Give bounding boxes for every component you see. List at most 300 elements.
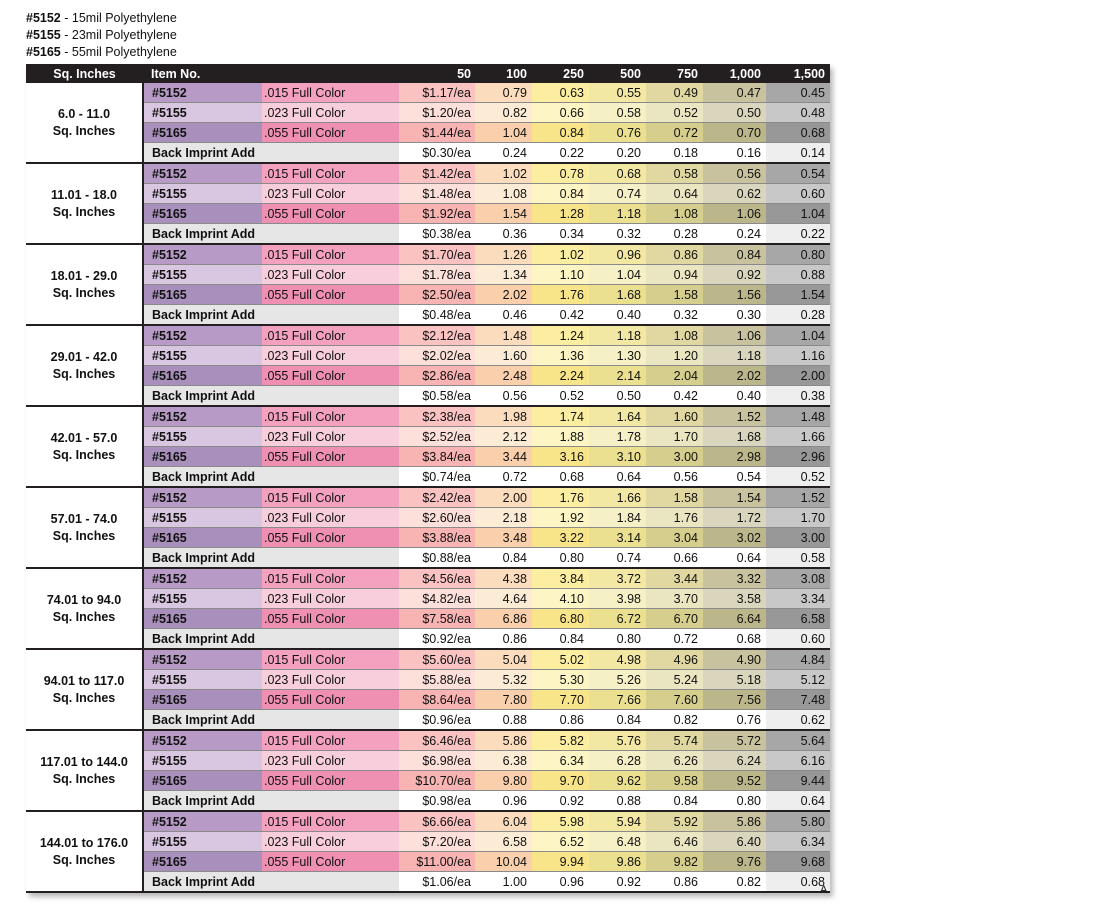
table-row [26,568,830,589]
item-description: .015 Full Color [262,649,399,670]
back-imprint-label: Back Imprint Add [143,548,399,569]
price-cell: 9.58 [646,771,703,791]
price-cell: $4.82/ea [399,589,475,609]
legend-text: - 23mil Polyethylene [60,28,177,42]
item-description: .023 Full Color [262,184,399,204]
price-cell: $0.58/ea [399,386,475,407]
price-cell: 1.68 [703,427,766,447]
sq-range-label: 94.01 to 117.0 [43,673,125,688]
price-cell: 0.64 [646,184,703,204]
price-cell: 3.32 [703,568,766,589]
legend-code: #5152 [26,11,61,25]
back-imprint-label: Back Imprint Add [143,710,399,731]
price-cell: 0.46 [475,305,532,326]
price-cell: 1.66 [766,427,830,447]
price-cell: 0.84 [475,548,532,569]
item-number: #5165 [143,528,262,548]
table-row [26,730,830,751]
price-cell: 9.62 [589,771,646,791]
price-cell: 0.84 [532,123,589,143]
price-cell: 0.30 [703,305,766,326]
price-cell: 5.92 [646,811,703,832]
price-cell: 0.92 [532,791,589,812]
price-cell: 0.62 [766,710,830,731]
price-cell: 6.34 [532,751,589,771]
product-legend [26,10,177,61]
table-row [26,346,830,366]
price-cell: 1.08 [646,325,703,346]
price-cell: 0.96 [475,791,532,812]
price-cell: 0.96 [532,872,589,893]
price-cell: 5.02 [532,649,589,670]
price-cell: 6.16 [766,751,830,771]
price-cell: 7.48 [766,690,830,710]
price-cell: 6.72 [589,609,646,629]
item-description: .055 Full Color [262,852,399,872]
price-cell: $0.48/ea [399,305,475,326]
price-cell: 1.76 [532,487,589,508]
item-number: #5155 [143,508,262,528]
price-cell: 4.10 [532,589,589,609]
sq-unit-label: Sq. Inches [52,609,116,624]
price-cell: 0.96 [589,244,646,265]
price-cell: 1.66 [589,487,646,508]
sq-range-label: 74.01 to 94.0 [46,592,122,607]
price-cell: 6.28 [589,751,646,771]
item-description: .055 Full Color [262,204,399,224]
table-row [26,103,830,123]
price-cell: 2.96 [766,447,830,467]
price-cell: 9.86 [589,852,646,872]
table-row [26,487,830,508]
price-cell: 9.94 [532,852,589,872]
price-cell: 0.60 [766,629,830,650]
item-description: .055 Full Color [262,447,399,467]
price-cell: 0.72 [646,123,703,143]
sq-inch-range-cell [26,325,143,406]
price-cell: 1.70 [766,508,830,528]
table-row [26,204,830,224]
table-row [26,771,830,791]
item-number: #5155 [143,103,262,123]
item-number: #5155 [143,265,262,285]
back-imprint-label: Back Imprint Add [143,386,399,407]
price-cell: 1.04 [589,265,646,285]
sq-range-label: 57.01 - 74.0 [50,511,118,526]
price-cell: 6.52 [532,832,589,852]
price-cell: 1.04 [766,204,830,224]
price-cell: 1.54 [703,487,766,508]
back-imprint-row [26,224,830,245]
price-cell: 3.84 [532,568,589,589]
price-cell: 6.40 [703,832,766,852]
price-cell: $1.06/ea [399,872,475,893]
table-row [26,366,830,386]
price-cell: 10.04 [475,852,532,872]
price-cell: 1.20 [646,346,703,366]
price-cell: 5.86 [703,811,766,832]
sq-unit-label: Sq. Inches [52,528,116,543]
price-cell: 3.08 [766,568,830,589]
price-cell: $3.88/ea [399,528,475,548]
legend-text: - 55mil Polyethylene [60,45,177,59]
sq-range-label: 11.01 - 18.0 [50,187,118,202]
price-cell: 6.46 [646,832,703,852]
item-number: #5155 [143,589,262,609]
price-cell: 0.52 [532,386,589,407]
price-cell: 0.28 [766,305,830,326]
price-cell: $0.38/ea [399,224,475,245]
table-row [26,123,830,143]
price-cell: 6.58 [766,609,830,629]
back-imprint-row [26,710,830,731]
back-imprint-label: Back Imprint Add [143,305,399,326]
price-cell: $2.38/ea [399,406,475,427]
item-number: #5165 [143,852,262,872]
price-cell: 0.84 [703,244,766,265]
item-description: .023 Full Color [262,265,399,285]
price-cell: 0.52 [646,103,703,123]
price-cell: 1.54 [475,204,532,224]
item-number: #5165 [143,609,262,629]
price-cell: 1.10 [532,265,589,285]
price-cell: 3.22 [532,528,589,548]
price-cell: $7.58/ea [399,609,475,629]
price-cell: 0.48 [766,103,830,123]
price-cell: 1.54 [766,285,830,305]
price-cell: 0.56 [703,163,766,184]
price-cell: 5.18 [703,670,766,690]
price-cell: 6.26 [646,751,703,771]
price-cell: 6.04 [475,811,532,832]
price-cell: 0.66 [532,103,589,123]
item-number: #5165 [143,690,262,710]
price-cell: 3.10 [589,447,646,467]
price-cell: 1.02 [532,244,589,265]
price-cell: 0.72 [646,629,703,650]
price-cell: $1.48/ea [399,184,475,204]
price-cell: 4.98 [589,649,646,670]
header-qty-100: 100 [475,64,532,83]
legend-line [26,27,177,44]
table-row [26,83,830,103]
price-cell: $1.42/ea [399,163,475,184]
price-cell: 1.02 [475,163,532,184]
price-cell: 0.80 [766,244,830,265]
price-cell: 9.52 [703,771,766,791]
price-cell: 2.48 [475,366,532,386]
sq-inch-range-cell [26,163,143,244]
price-cell: $0.30/ea [399,143,475,164]
price-cell: 1.72 [703,508,766,528]
item-number: #5155 [143,670,262,690]
back-imprint-row [26,791,830,812]
price-cell: $1.78/ea [399,265,475,285]
price-cell: $6.46/ea [399,730,475,751]
price-cell: $1.17/ea [399,83,475,103]
item-description: .023 Full Color [262,670,399,690]
price-cell: 0.92 [703,265,766,285]
price-cell: 1.36 [532,346,589,366]
table-row [26,285,830,305]
price-cell: 0.88 [589,791,646,812]
price-cell: 3.70 [646,589,703,609]
table-row [26,528,830,548]
table-row [26,751,830,771]
price-cell: 7.80 [475,690,532,710]
header-row [26,64,830,83]
item-number: #5152 [143,406,262,427]
item-description: .023 Full Color [262,427,399,447]
price-cell: $5.60/ea [399,649,475,670]
price-cell: $2.52/ea [399,427,475,447]
item-description: .015 Full Color [262,244,399,265]
price-cell: 5.74 [646,730,703,751]
price-cell: 0.88 [475,710,532,731]
sq-inch-range-cell [26,649,143,730]
price-cell: 9.80 [475,771,532,791]
price-cell: $10.70/ea [399,771,475,791]
item-number: #5152 [143,649,262,670]
item-number: #5152 [143,487,262,508]
table-row [26,690,830,710]
price-cell: $0.92/ea [399,629,475,650]
price-cell: 9.44 [766,771,830,791]
price-cell: 0.84 [532,184,589,204]
price-cell: $7.20/ea [399,832,475,852]
price-cell: 7.60 [646,690,703,710]
sq-range-label: 117.01 to 144.0 [40,754,128,769]
price-cell: 1.30 [589,346,646,366]
price-cell: 1.76 [532,285,589,305]
price-cell: 0.82 [475,103,532,123]
price-cell: 0.54 [766,163,830,184]
price-cell: 5.98 [532,811,589,832]
price-cell: 0.56 [646,467,703,488]
price-cell: 0.28 [646,224,703,245]
price-cell: 3.34 [766,589,830,609]
price-cell: $1.44/ea [399,123,475,143]
price-cell: 1.52 [703,406,766,427]
item-number: #5165 [143,204,262,224]
item-number: #5155 [143,832,262,852]
price-cell: 0.49 [646,83,703,103]
item-description: .055 Full Color [262,285,399,305]
price-cell: 6.34 [766,832,830,852]
price-cell: 0.22 [532,143,589,164]
item-number: #5152 [143,568,262,589]
item-number: #5152 [143,811,262,832]
price-cell: 0.38 [766,386,830,407]
item-number: #5155 [143,184,262,204]
back-imprint-label: Back Imprint Add [143,791,399,812]
price-cell: 0.32 [646,305,703,326]
price-cell: 3.00 [766,528,830,548]
price-cell: $0.88/ea [399,548,475,569]
price-cell: 1.26 [475,244,532,265]
price-cell: 0.74 [589,184,646,204]
price-cell: $6.98/ea [399,751,475,771]
price-cell: 1.92 [532,508,589,528]
price-cell: 5.04 [475,649,532,670]
price-cell: $5.88/ea [399,670,475,690]
price-cell: 0.24 [475,143,532,164]
price-cell: 4.38 [475,568,532,589]
price-cell: 2.12 [475,427,532,447]
legend-text: - 15mil Polyethylene [60,11,177,25]
price-cell: 1.60 [475,346,532,366]
price-cell: 9.76 [703,852,766,872]
price-cell: 3.72 [589,568,646,589]
price-cell: 0.68 [766,123,830,143]
item-number: #5152 [143,163,262,184]
sq-inch-range-cell [26,83,143,163]
price-cell: 0.40 [703,386,766,407]
price-cell: $8.64/ea [399,690,475,710]
price-cell: 2.02 [475,285,532,305]
price-cell: 1.06 [703,204,766,224]
sq-unit-label: Sq. Inches [52,771,116,786]
header-qty-50: 50 [399,64,475,83]
price-cell: 5.72 [703,730,766,751]
price-cell: 1.04 [766,325,830,346]
price-cell: 1.24 [532,325,589,346]
price-cell: 0.68 [532,467,589,488]
table-row [26,811,830,832]
price-cell: 0.76 [589,123,646,143]
table-row [26,852,830,872]
price-cell: 0.68 [703,629,766,650]
item-description: .055 Full Color [262,690,399,710]
back-imprint-row [26,386,830,407]
item-number: #5165 [143,771,262,791]
price-cell: 5.12 [766,670,830,690]
price-cell: $2.50/ea [399,285,475,305]
item-description: .023 Full Color [262,832,399,852]
price-cell: 0.60 [766,184,830,204]
price-cell: 1.56 [703,285,766,305]
price-cell: 4.96 [646,649,703,670]
price-cell: 5.94 [589,811,646,832]
sq-unit-label: Sq. Inches [52,852,116,867]
header-qty-500: 500 [589,64,646,83]
price-cell: 5.86 [475,730,532,751]
item-description: .015 Full Color [262,568,399,589]
table-row [26,427,830,447]
price-cell: 5.76 [589,730,646,751]
header-item-no: Item No. [143,64,399,83]
item-description: .023 Full Color [262,346,399,366]
price-cell: 1.60 [646,406,703,427]
price-cell: 5.80 [766,811,830,832]
sq-inch-range-cell [26,568,143,649]
header-qty-750: 750 [646,64,703,83]
table-row [26,508,830,528]
item-number: #5165 [143,366,262,386]
price-cell: 9.82 [646,852,703,872]
price-cell: 0.82 [703,872,766,893]
price-cell: 6.58 [475,832,532,852]
price-cell: 1.58 [646,285,703,305]
table-row [26,609,830,629]
price-cell: $2.42/ea [399,487,475,508]
item-description: .015 Full Color [262,83,399,103]
price-cell: 4.90 [703,649,766,670]
price-cell: 3.58 [703,589,766,609]
item-number: #5155 [143,751,262,771]
item-description: .015 Full Color [262,730,399,751]
item-number: #5152 [143,325,262,346]
table-row [26,184,830,204]
price-cell: 4.64 [475,589,532,609]
table-row [26,447,830,467]
back-imprint-row [26,143,830,164]
price-cell: 0.94 [646,265,703,285]
item-number: #5165 [143,123,262,143]
sq-inch-range-cell [26,811,143,892]
price-cell: 0.63 [532,83,589,103]
price-cell: 1.48 [475,325,532,346]
price-cell: 0.36 [475,224,532,245]
table-row [26,589,830,609]
sq-range-label: 18.01 - 29.0 [50,268,118,283]
price-cell: 0.58 [766,548,830,569]
item-number: #5155 [143,427,262,447]
price-cell: $1.92/ea [399,204,475,224]
legend-line [26,10,177,27]
price-cell: 6.80 [532,609,589,629]
price-cell: 7.70 [532,690,589,710]
table-row [26,265,830,285]
price-cell: 1.74 [532,406,589,427]
sq-range-label: 29.01 - 42.0 [50,349,118,364]
table-row [26,325,830,346]
item-number: #5155 [143,346,262,366]
price-cell: 3.98 [589,589,646,609]
back-imprint-row [26,305,830,326]
price-cell: 0.45 [766,83,830,103]
price-cell: 5.32 [475,670,532,690]
header-qty-250: 250 [532,64,589,83]
price-cell: 6.86 [475,609,532,629]
sq-unit-label: Sq. Inches [52,447,116,462]
price-cell: 0.64 [589,467,646,488]
price-cell: $2.02/ea [399,346,475,366]
price-cell: 5.82 [532,730,589,751]
price-cell: 0.24 [703,224,766,245]
price-cell: 7.66 [589,690,646,710]
price-cell: 1.64 [589,406,646,427]
price-cell: 2.00 [475,487,532,508]
item-number: #5152 [143,244,262,265]
legend-line [26,44,177,61]
price-cell: 0.64 [766,791,830,812]
price-cell: 0.16 [703,143,766,164]
price-cell: 6.24 [703,751,766,771]
price-cell: $3.84/ea [399,447,475,467]
header-qty-1000: 1,000 [703,64,766,83]
price-cell: 1.68 [589,285,646,305]
price-cell: 6.64 [703,609,766,629]
price-cell: 0.80 [532,548,589,569]
price-cell: $2.12/ea [399,325,475,346]
price-cell: 1.84 [589,508,646,528]
price-cell: 0.42 [532,305,589,326]
price-cell: 1.04 [475,123,532,143]
item-description: .023 Full Color [262,751,399,771]
price-cell: 0.14 [766,143,830,164]
sq-unit-label: Sq. Inches [52,204,116,219]
